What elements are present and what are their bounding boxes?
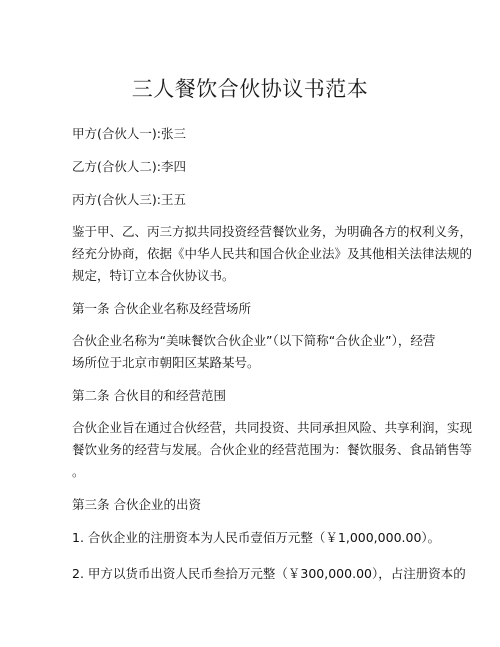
article-2-paragraph [72,417,473,483]
party-c-line: 丙方(合伙人三):王五 [72,192,186,207]
paragraph-line: 合伙企业名称为“美味餐饮合伙企业”（以下简称“合伙企业”），经营 [72,333,436,348]
paragraph-line: 场所位于北京市朝阳区某路某号。 [72,355,260,370]
paragraph-line: 经充分协商，依据《中华人民共和国合伙企业法》及其他相关法律法规的 [72,246,473,261]
clause-1: 1. 合伙企业的注册资本为人民币壹佰万元整（￥1,000,000.00）。 [72,530,441,545]
party-a-line: 甲方(合伙人一):张三 [72,126,186,141]
paragraph-line: 合伙企业旨在通过合伙经营，共同投资、共同承担风险、共享利润，实现 [72,420,473,435]
paragraph-line: 餐饮业务的经营与发展。合伙企业的经营范围为：餐饮服务、食品销售等 [72,442,473,457]
article-1-paragraph [72,330,434,374]
article-1-heading: 第一条 合伙企业名称及经营场所 [72,301,251,316]
article-2-heading: 第二条 合伙目的和经营范围 [72,388,226,403]
paragraph-line: 规定，特订立本合伙协议书。 [72,268,235,283]
clause-2: 2. 甲方以货币出资人民币叁拾万元整（￥300,000.00），占注册资本的 [72,566,466,581]
party-b-line: 乙方(合伙人二):李四 [72,159,186,174]
paragraph-line: 。 [72,464,85,479]
paragraph-line: 鉴于甲、乙、丙三方拟共同投资经营餐饮业务，为明确各方的权利义务， [72,224,473,239]
preamble-paragraph [72,221,473,287]
article-3-heading: 第三条 合伙企业的出资 [72,497,201,512]
document-title: 三人餐饮合伙协议书范本 [131,77,369,101]
